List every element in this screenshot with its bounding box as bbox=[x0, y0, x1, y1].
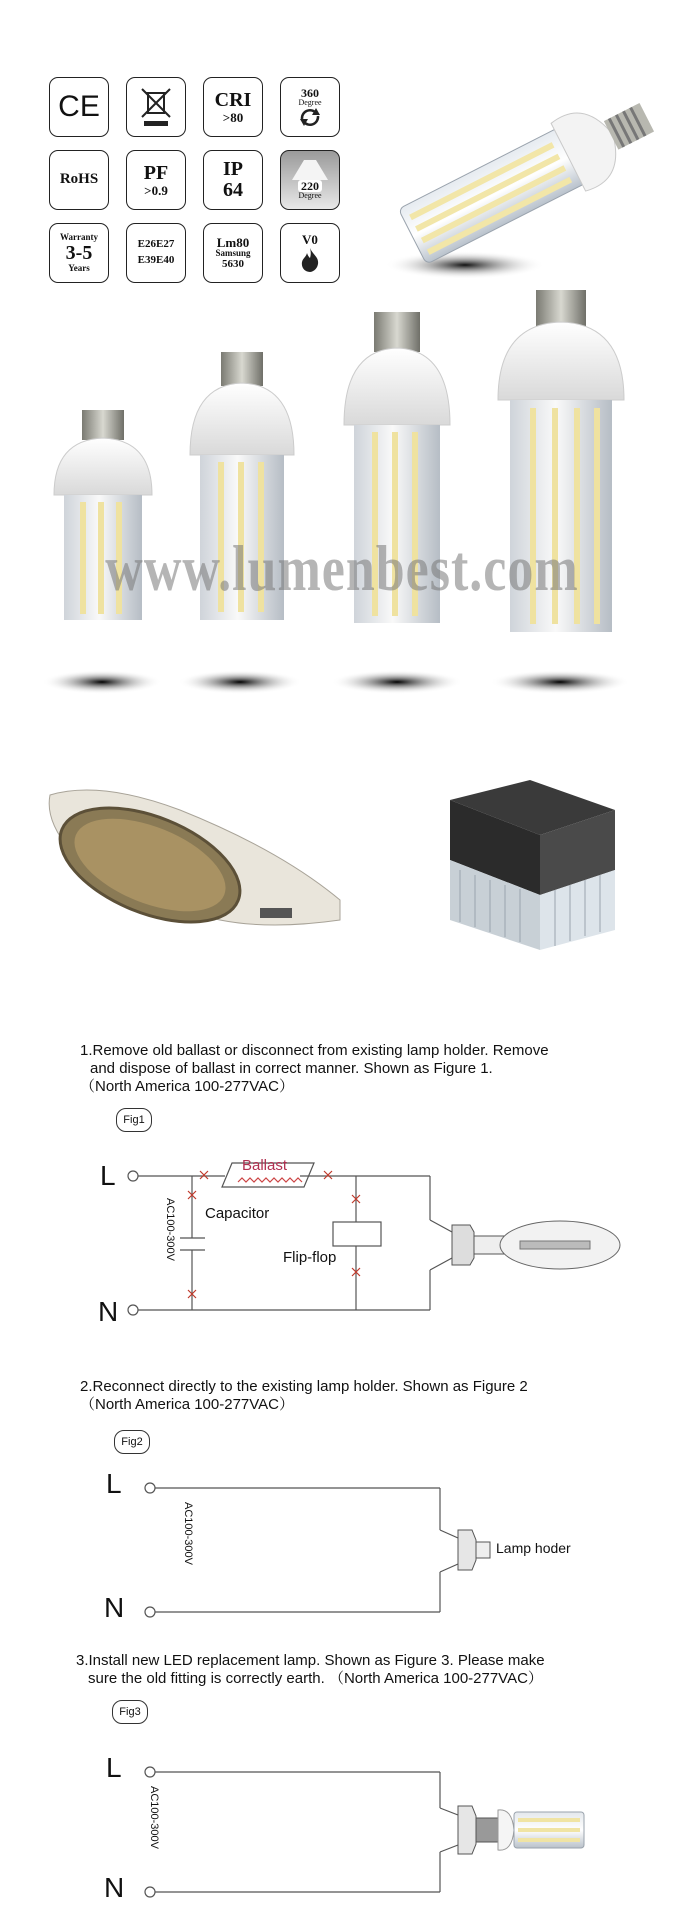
degree-220-badge: 220 Degree bbox=[280, 150, 340, 210]
fig1-neutral-label: N bbox=[98, 1296, 119, 1327]
step-3-line-1: 3.Install new LED replacement lamp. Shown as Figure 3. Please make bbox=[76, 1652, 545, 1669]
v0-badge: V0 bbox=[280, 223, 340, 283]
step-1-line-2: and dispose of ballast in correct manner. Shown as Figure 1. bbox=[90, 1060, 493, 1077]
fig1-voltage-label: AC100-300V bbox=[164, 1198, 176, 1261]
fig1-capacitor-label: Capacitor bbox=[205, 1205, 270, 1222]
fig2-tag: Fig2 bbox=[114, 1430, 150, 1454]
fig1-line-label: L bbox=[100, 1160, 116, 1191]
watermark: www.lumenbest.com bbox=[105, 533, 579, 606]
fig2-voltage-label: AC100-300V bbox=[182, 1502, 194, 1565]
fig1-ballast-label: Ballast bbox=[242, 1157, 288, 1174]
fig1-flipflop-label: Flip-flop bbox=[283, 1249, 337, 1266]
fig2-line-label: L bbox=[106, 1468, 122, 1499]
step-2-line-2: （North America 100-277VAC） bbox=[80, 1396, 294, 1413]
ip-badge: IP 64 bbox=[203, 150, 263, 210]
cri-badge: CRI >80 bbox=[203, 77, 263, 137]
rohs-badge: RoHS bbox=[49, 150, 109, 210]
warranty-badge: Warranty 3-5 Years bbox=[49, 223, 109, 283]
pf-badge: PF >0.9 bbox=[126, 150, 186, 210]
lm80-badge: Lm80 Samsung 5630 bbox=[203, 223, 263, 283]
fig3-line-label: L bbox=[106, 1752, 122, 1783]
fig3-neutral-label: N bbox=[104, 1872, 125, 1903]
step-1-line-1: 1.Remove old ballast or disconnect from existing lamp holder. Remove bbox=[80, 1042, 549, 1059]
base-type-badge: E26E27 E39E40 bbox=[126, 223, 186, 283]
fig3-tag: Fig3 bbox=[112, 1700, 148, 1724]
degree-360-badge: 360 Degree bbox=[280, 77, 340, 137]
step-1-line-3: （North America 100-277VAC） bbox=[80, 1078, 294, 1095]
step-3-line-2: sure the old fitting is correctly earth. （North America 100-277VAC） bbox=[88, 1670, 543, 1687]
step-2-line-1: 2.Reconnect directly to the existing lamp holder. Shown as Figure 2 bbox=[80, 1378, 528, 1395]
fig2-neutral-label: N bbox=[104, 1592, 125, 1623]
fig2-holder-label: Lamp hoder bbox=[496, 1540, 571, 1556]
fig3-voltage-label: AC100-300V bbox=[148, 1786, 160, 1849]
fig1-tag: Fig1 bbox=[116, 1108, 152, 1132]
ce-badge: CE bbox=[49, 77, 109, 137]
